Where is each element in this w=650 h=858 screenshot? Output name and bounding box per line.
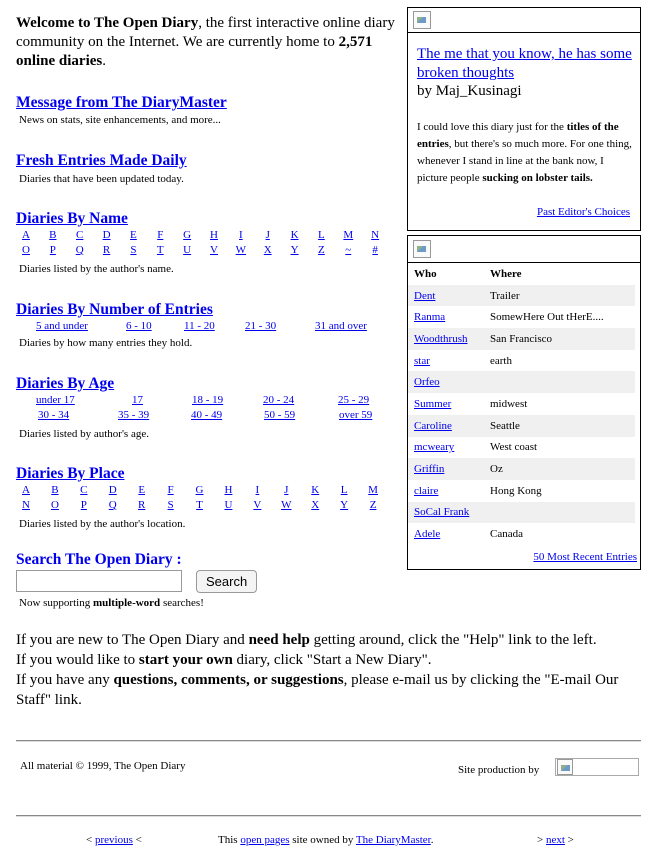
blurb-bold-1: titles of the entries	[417, 121, 619, 150]
entries-range-link[interactable]: 5 and under	[36, 320, 88, 332]
where-cell	[484, 502, 635, 524]
divider-bottom	[16, 815, 641, 817]
table-row	[408, 285, 635, 307]
where-cell: earth	[484, 350, 635, 372]
grid-link[interactable]: #	[372, 244, 378, 256]
diary-author-link[interactable]: Adele	[414, 528, 441, 541]
age-range-link[interactable]: 30 - 34	[38, 409, 70, 421]
grid-link[interactable]: V	[210, 244, 218, 256]
featured-diary-title[interactable]: The me that you know, he has some broken thoughts	[417, 46, 632, 81]
welcome-bold: Welcome to The Open Diary	[16, 15, 199, 31]
diary-author-link[interactable]: mcweary	[414, 441, 455, 454]
entries-range-link[interactable]: 11 - 20	[184, 320, 215, 332]
owned-post: .	[430, 834, 434, 846]
help-line-3	[16, 670, 636, 710]
grid-link[interactable]: K	[311, 484, 320, 496]
place-letter-grid	[16, 484, 396, 516]
who-cell	[408, 480, 484, 502]
who-cell	[408, 523, 484, 545]
search-note-bold: multiple-word	[92, 597, 161, 609]
grid-link[interactable]: E	[130, 229, 137, 241]
grid-link[interactable]: W	[235, 244, 247, 256]
grid-link[interactable]: U	[224, 499, 233, 511]
help-l1a: If you are new to The Open Diary and	[16, 632, 249, 648]
age-range-link[interactable]: 35 - 39	[118, 409, 150, 421]
search-button[interactable]: Search	[196, 570, 257, 593]
owned-pre: This	[218, 834, 241, 846]
grid-link[interactable]: Z	[318, 244, 325, 256]
grid-link[interactable]: K	[290, 229, 299, 241]
previous-link[interactable]: previous	[94, 834, 133, 846]
search-note-post: searches!	[160, 597, 204, 609]
past-editors-choices-link[interactable]: Past Editor's Choices	[536, 206, 630, 218]
grid-link[interactable]: G	[195, 484, 204, 496]
grid-link[interactable]: T	[156, 244, 164, 256]
grid-link[interactable]: Y	[290, 244, 299, 256]
help-l3a: If you have any	[16, 672, 114, 688]
grid-link[interactable]: R	[102, 244, 111, 256]
featured-author: by Maj_Kusinagi	[417, 83, 522, 99]
grid-link[interactable]: M	[343, 229, 354, 241]
diary-author-link[interactable]: Summer	[414, 397, 452, 410]
table-row	[408, 393, 635, 415]
recent-entries-link[interactable]: 50 Most Recent Entries	[533, 551, 637, 563]
grid-link[interactable]: U	[183, 244, 192, 256]
recent-entries-header	[408, 236, 640, 263]
table-row	[408, 350, 635, 372]
grid-link[interactable]: S	[167, 499, 174, 511]
age-range-link[interactable]: 25 - 29	[338, 394, 370, 406]
help-l1c: getting around, click the "Help" link to the left.	[309, 632, 597, 648]
featured-blurb	[417, 119, 635, 187]
grid-link[interactable]: E	[138, 484, 146, 496]
search-note-pre: Now supporting	[19, 597, 93, 609]
grid-link[interactable]: C	[76, 229, 84, 241]
table-row	[408, 371, 635, 393]
next-post: >	[564, 834, 574, 846]
copyright: All material © 1999, The Open Diary	[20, 760, 186, 772]
grid-link[interactable]: P	[80, 499, 87, 511]
by-name-desc: Diaries listed by the author's name.	[19, 263, 174, 275]
grid-link[interactable]: Z	[369, 499, 377, 511]
site-production-label: Site production by	[458, 764, 540, 776]
grid-link[interactable]: J	[265, 229, 270, 241]
grid-link[interactable]: F	[157, 229, 164, 241]
blurb-bold-2: sucking on lobster tails.	[482, 172, 593, 184]
table-row	[408, 523, 635, 545]
table-row	[408, 502, 635, 524]
help-l2b: start your own	[138, 652, 233, 668]
search-title: Search The Open Diary :	[16, 551, 182, 568]
grid-link[interactable]: W	[281, 499, 292, 511]
grid-link[interactable]: T	[196, 499, 203, 511]
grid-link[interactable]: A	[22, 229, 30, 241]
broken-image-icon	[413, 240, 431, 258]
grid-link[interactable]: P	[49, 244, 56, 256]
grid-link[interactable]: H	[210, 229, 218, 241]
where-cell: San Francisco	[484, 328, 635, 350]
where-cell: Canada	[484, 523, 635, 545]
grid-link[interactable]: N	[22, 499, 30, 511]
grid-link[interactable]: Q	[75, 244, 84, 256]
prev-post: <	[132, 834, 142, 846]
open-pages-link[interactable]: open pages	[240, 834, 290, 846]
help-l3b: questions, comments, or suggestions	[113, 672, 344, 688]
where-cell	[484, 371, 635, 393]
col-where: Where	[490, 267, 522, 280]
grid-link[interactable]: O	[50, 499, 59, 511]
age-range-link[interactable]: 40 - 49	[191, 409, 223, 421]
search-input[interactable]	[16, 570, 182, 592]
fresh-entries-link[interactable]: Fresh Entries Made Daily	[16, 152, 187, 169]
by-number-desc: Diaries by how many entries they hold.	[19, 337, 193, 349]
grid-link[interactable]: R	[138, 499, 146, 511]
grid-link[interactable]: B	[51, 484, 59, 496]
grid-link[interactable]: H	[224, 484, 233, 496]
grid-link[interactable]: D	[108, 484, 117, 496]
recent-entries-box	[407, 235, 641, 570]
owner-link[interactable]: The DiaryMaster	[355, 834, 431, 846]
diary-author-link[interactable]: Griffin	[414, 463, 445, 476]
col-who: Who	[414, 267, 437, 280]
prev-nav	[86, 834, 142, 846]
by-name-link[interactable]: Diaries By Name	[16, 210, 128, 227]
grid-link[interactable]: L	[340, 484, 348, 496]
grid-link[interactable]: G	[183, 229, 192, 241]
by-age-link[interactable]: Diaries By Age	[16, 375, 115, 392]
grid-link[interactable]: X	[311, 499, 320, 511]
search-note	[19, 597, 204, 610]
blurb-1: I could love this diary just for the	[417, 121, 567, 133]
grid-link[interactable]: ~	[345, 244, 352, 256]
next-pre: >	[537, 834, 546, 846]
grid-link[interactable]: V	[253, 499, 262, 511]
age-range-link[interactable]: 20 - 24	[263, 394, 295, 406]
webring-text	[218, 834, 434, 846]
by-place-desc: Diaries listed by the author's location.	[19, 518, 186, 530]
who-cell	[408, 371, 484, 393]
help-l3c: , please e-mail us by clicking the "E-mail Our Staff" link.	[16, 672, 619, 708]
editors-choice-header	[408, 8, 640, 33]
production-logo[interactable]	[555, 758, 639, 776]
help-text	[16, 630, 636, 710]
grid-link[interactable]: O	[22, 244, 30, 256]
welcome-end: .	[102, 53, 107, 69]
where-cell: Oz	[484, 458, 635, 480]
entries-range-link[interactable]: 31 and over	[315, 320, 367, 332]
entries-range-link[interactable]: 21 - 30	[245, 320, 277, 332]
next-nav	[537, 834, 574, 846]
age-range-link[interactable]: 17	[132, 394, 143, 406]
by-number-link[interactable]: Diaries By Number of Entries	[16, 301, 213, 318]
name-letter-grid	[16, 229, 396, 261]
grid-link[interactable]: I	[239, 229, 243, 241]
diary-author-link[interactable]: Woodthrush	[414, 332, 468, 345]
broken-image-icon	[413, 11, 431, 29]
who-cell	[408, 458, 484, 480]
grid-link[interactable]: B	[49, 229, 57, 241]
diary-author-link[interactable]: Orfeo	[414, 376, 440, 389]
where-cell: SomewHere Out tHerE....	[484, 306, 635, 328]
grid-link[interactable]: S	[130, 244, 137, 256]
owned-mid: site owned by	[289, 834, 356, 846]
divider-top	[16, 740, 641, 742]
table-row	[408, 328, 635, 350]
who-cell	[408, 437, 484, 459]
entries-range-link[interactable]: 6 - 10	[126, 320, 152, 332]
where-cell: midwest	[484, 393, 635, 415]
table-row	[408, 458, 635, 480]
by-place-link[interactable]: Diaries By Place	[16, 465, 125, 482]
who-cell	[408, 415, 484, 437]
grid-link[interactable]: N	[371, 229, 380, 241]
who-cell	[408, 350, 484, 372]
where-cell: Trailer	[484, 285, 635, 307]
grid-link[interactable]: A	[22, 484, 30, 496]
where-cell: West coast	[484, 437, 635, 459]
help-line-1	[16, 630, 636, 650]
who-cell	[408, 306, 484, 328]
table-row	[408, 415, 635, 437]
grid-link[interactable]: Y	[340, 499, 349, 511]
message-link[interactable]: Message from The DiaryMaster	[16, 94, 227, 111]
prev-pre: <	[86, 834, 95, 846]
fresh-desc: Diaries that have been updated today.	[19, 173, 184, 185]
help-l1b: need help	[248, 632, 310, 648]
broken-image-icon	[557, 759, 573, 775]
diary-author-link[interactable]: SoCal Frank	[414, 506, 470, 519]
grid-link[interactable]: D	[102, 229, 111, 241]
diary-author-link[interactable]: Dent	[414, 289, 436, 302]
where-cell: Hong Kong	[484, 480, 635, 502]
diary-author-link[interactable]: Caroline	[414, 419, 452, 432]
age-range-link[interactable]: under 17	[36, 394, 75, 406]
welcome-text	[16, 14, 402, 71]
grid-link[interactable]: C	[80, 484, 88, 496]
grid-link[interactable]: M	[368, 484, 378, 496]
who-cell	[408, 328, 484, 350]
grid-link[interactable]: F	[167, 484, 174, 496]
age-range-grid	[16, 394, 396, 426]
age-range-link[interactable]: 50 - 59	[264, 409, 296, 421]
who-cell	[408, 393, 484, 415]
age-range-link[interactable]: over 59	[339, 409, 373, 421]
table-row	[408, 480, 635, 502]
age-range-link[interactable]: 18 - 19	[192, 394, 224, 406]
help-l2a: If you would like to	[16, 652, 139, 668]
where-cell: Seattle	[484, 415, 635, 437]
editors-choice-box	[407, 7, 641, 231]
recent-entries-table	[408, 263, 635, 545]
grid-link[interactable]: X	[263, 244, 272, 256]
help-l2c: diary, click "Start a New Diary".	[232, 652, 432, 668]
who-cell	[408, 502, 484, 524]
entries-count-grid	[16, 320, 396, 336]
diary-count: 2,571 online diaries	[16, 34, 373, 69]
blurb-2: , but there's so much more. For one thing, whenever I stand in line at the bank now, I picture people	[417, 138, 632, 184]
table-row	[408, 306, 635, 328]
help-line-2	[16, 650, 636, 670]
by-age-desc: Diaries listed by author's age.	[19, 428, 149, 440]
who-cell	[408, 285, 484, 307]
grid-link[interactable]: J	[284, 484, 289, 496]
table-row	[408, 437, 635, 459]
welcome-body: , the first interactive online diary community on the Internet. We are currently home to	[16, 15, 395, 50]
diary-author-link[interactable]: Ranma	[414, 311, 446, 324]
diary-author-link[interactable]: star	[414, 354, 430, 367]
grid-link[interactable]: I	[255, 484, 260, 496]
table-header-row	[408, 263, 635, 285]
grid-link[interactable]: L	[318, 229, 325, 241]
next-link[interactable]: next	[545, 834, 565, 846]
grid-link[interactable]: Q	[108, 499, 117, 511]
message-desc: News on stats, site enhancements, and more...	[19, 114, 221, 126]
diary-author-link[interactable]: claire	[414, 484, 439, 497]
